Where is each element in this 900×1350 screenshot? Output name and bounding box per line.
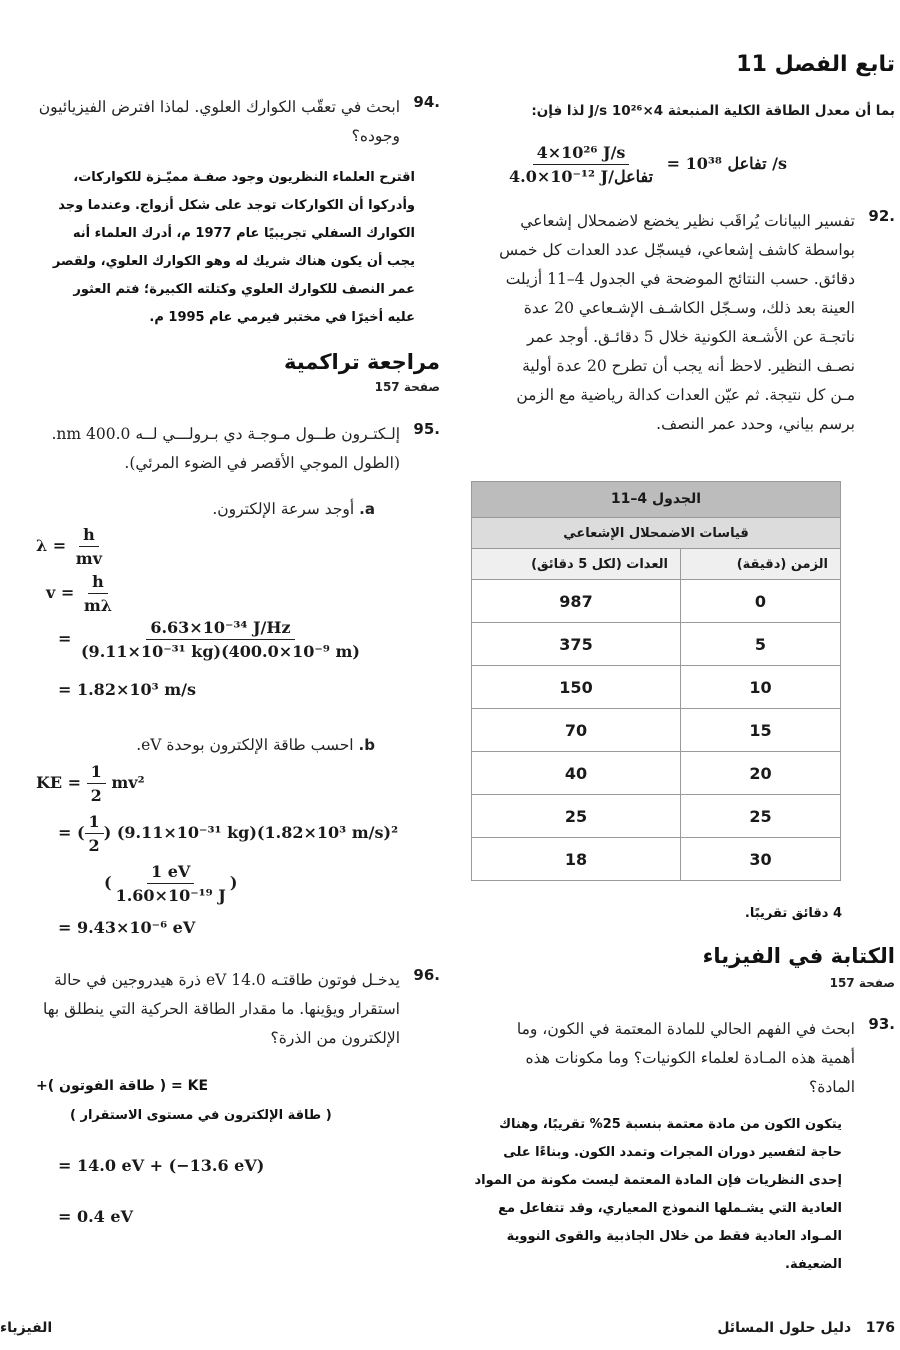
eq-ke-step3: = 0.4 eV <box>58 1207 133 1226</box>
footer-page-number: 176 <box>865 1320 895 1336</box>
question-number: .94 <box>413 93 440 111</box>
question-text <box>470 207 855 439</box>
question-96 <box>0 966 440 1056</box>
question-number: .96 <box>413 966 440 984</box>
question-line: العينة بعد ذلك، وسـجّل الكاشـف الإشـعاعي 20 عدة <box>523 299 855 317</box>
question-92 <box>470 207 895 467</box>
question-line: استقرار ويؤينها. ما مقدار الطاقة الحركية التي ينطلق بها <box>43 1000 400 1018</box>
eq-ke-sub: = ( $\frac{1}{2}$ ) (9.11×10⁻³¹ kg)(1.82×10³ m/s)² <box>58 812 399 855</box>
question-line: أهمية هذه المـادة لعلماء الكونيات؟ وما مكونات هذه <box>525 1049 855 1067</box>
decay-table <box>471 481 841 881</box>
question-text <box>0 93 400 151</box>
footer-page-info <box>650 1320 895 1336</box>
part-a-label: a. <box>359 500 375 518</box>
question-number: .93 <box>868 1015 895 1033</box>
answer-93: يتكون الكون من مادة معتمة بنسبة 25% تقريبًا، وهناك حاجة لتفسير دوران المجرات وتمدد الكون. وبناءًا على إحدى النظريات فإن المادة المعتمة ليست مكونة من المواد العادية التي يشـملها النموذج المعياري، وقد تتفاعل مع المـواد العادية فقط من خلال الجاذبية والقوى النووية الضعيفة. <box>474 1117 842 1272</box>
eq-ke-conv: ( $\frac{1 eV}{\text{1.60×10⁻¹⁹ J}}$ ) <box>104 862 238 905</box>
section-page-writing: صفحة 157 <box>829 976 895 990</box>
question-line: إلـكتـرون طــول مـوجـة دي بـرولـــي لــه 400.0 nm. <box>51 425 400 443</box>
question-line: دقائق. حسب النتائج الموضحة في الجدول 4–11 أزيلت <box>505 270 855 288</box>
answer-92: 4 دقائق تقريبًا. <box>744 906 842 921</box>
question-line: الإلكترون من الذرة؟ <box>270 1029 400 1047</box>
eq-result: = 10³⁸ تفاعل /s <box>666 154 787 173</box>
eq-ke-result: = 9.43×10⁻⁶ eV <box>58 918 196 937</box>
eq-ke-photon: KE = ( طاقة الفوتون )+ <box>36 1078 209 1094</box>
table-row: 25 25 <box>472 794 840 837</box>
eq-numerator: 4×10²⁶ J/s <box>533 143 630 165</box>
question-line: مـن كل نتيجة. ثم عيّن العدات كدالة رياضية مع الزمن <box>516 386 855 404</box>
table-subtitle: قياسات الاضمحلال الإشعاعي <box>472 517 840 548</box>
part-b-text: احسب طاقة الإلكترون بوحدة eV. <box>136 736 354 754</box>
eq-ke-step2: = 14.0 eV + (−13.6 eV) <box>58 1156 265 1175</box>
table-row: 10 150 <box>472 665 840 708</box>
part-a-text: أوجد سرعة الإلكترون. <box>212 500 355 518</box>
eq-denominator: 4.0×10⁻¹² J/تفاعل <box>509 167 654 186</box>
question-line: برسم بياني، وحدد عمر النصف. <box>656 415 855 433</box>
column-header-time: الزمن (دقيقة) <box>680 549 840 579</box>
answer-94: اقترح العلماء النظريون وجود صفـة مميّـزة للكواركات، وأدركوا أن الكواركات توجد على شكل أزواج. وعندما وجد الكوارك السفلي تجريبيًا عام 1977 م، أدرك العلماء أنه يجب أن يكون هناك شريك له وهو الكوارك العلوي، ولقصر عمر النصف للكوارك العلوي وكتلته الكبيرة؛ فتم العثور عليه أخيرًا في مختبر فيرمي عام 1995 م. <box>52 170 415 325</box>
section-page-review: صفحة 157 <box>374 380 440 394</box>
eq-ke: KE = $\frac{1}{2}$ mv² <box>36 762 145 805</box>
section-title-review: مراجعة تراكمية <box>283 350 440 374</box>
intro-equation <box>505 143 787 186</box>
question-line: (الطول الموجي الأقصر في الضوء المرئي). <box>124 454 400 472</box>
eq-velocity-result: = 1.82×10³ m/s <box>58 680 196 699</box>
question-line: نصـف النظير. لاحظ أنه يجب أن تطرح 20 عدة أولية <box>522 357 855 375</box>
column-header-count: العدات (لكل 5 دقائق) <box>531 557 668 572</box>
part-a <box>0 495 375 524</box>
question-line: وجوده؟ <box>351 127 400 145</box>
eq-velocity: v = $\frac{h}{m\lambda}$ <box>46 572 113 615</box>
question-text <box>0 420 400 478</box>
question-93 <box>470 1015 895 1105</box>
question-text <box>470 1015 855 1102</box>
table-row: 5 375 <box>472 622 840 665</box>
question-line: ابحث في الفهم الحالي للمادة المعتمة في الكون، وما <box>516 1020 855 1038</box>
table-row: 0 987 <box>472 579 840 622</box>
table-title: الجدول 4–11 <box>472 482 840 517</box>
section-title-writing: الكتابة في الفيزياء <box>702 944 895 968</box>
part-b <box>0 731 375 760</box>
footer-subject: الفيزياء <box>0 1320 53 1336</box>
footer-book-title: دليل حلول المسائل <box>717 1320 852 1336</box>
question-number: .92 <box>868 207 895 225</box>
table-row: 30 18 <box>472 837 840 880</box>
question-95 <box>0 420 440 480</box>
question-line: يدخـل فوتون طاقتـه 14.0 eV ذرة هيدروجين في حالة <box>54 971 400 989</box>
question-text <box>0 966 400 1053</box>
question-line: بواسطة كاشف إشعاعي، فيسجّل عدد العدات كل خمس <box>499 241 855 259</box>
eq-lambda: λ = $\frac{h}{mv}$ <box>36 525 103 568</box>
table-row: 20 40 <box>472 751 840 794</box>
question-94 <box>0 93 440 153</box>
part-b-label: b. <box>358 736 375 754</box>
question-line: المادة؟ <box>809 1078 855 1096</box>
intro-text: بما أن معدل الطاقة الكلية المنبعثة 4×10²⁶ J/s لذا فإن: <box>531 103 895 119</box>
eq-velocity-sub: = $\frac{\text{6.63×10⁻³⁴ J/Hz}}{\text{(9.11×10⁻³¹ kg)(400.0×10⁻⁹ m)}}$ <box>58 618 360 661</box>
question-line: ابحث في تعقّب الكوارك العلوي. لماذا افترض الفيزيائيون <box>38 98 400 116</box>
question-line: تفسير البيانات يُراقَب نظير يخضع لاضمحلال إشعاعي <box>520 212 855 230</box>
table-header-row <box>472 548 840 579</box>
eq-ke-ground: ( طاقة الإلكترون في مستوى الاستقرار ) <box>70 1108 332 1123</box>
table-row: 15 70 <box>472 708 840 751</box>
question-line: ناتجـة عن الأشـعة الكونية خلال 5 دقائـق. أوجد عمر <box>526 328 855 346</box>
question-number: .95 <box>413 420 440 438</box>
chapter-title: تابع الفصل 11 <box>736 52 895 77</box>
